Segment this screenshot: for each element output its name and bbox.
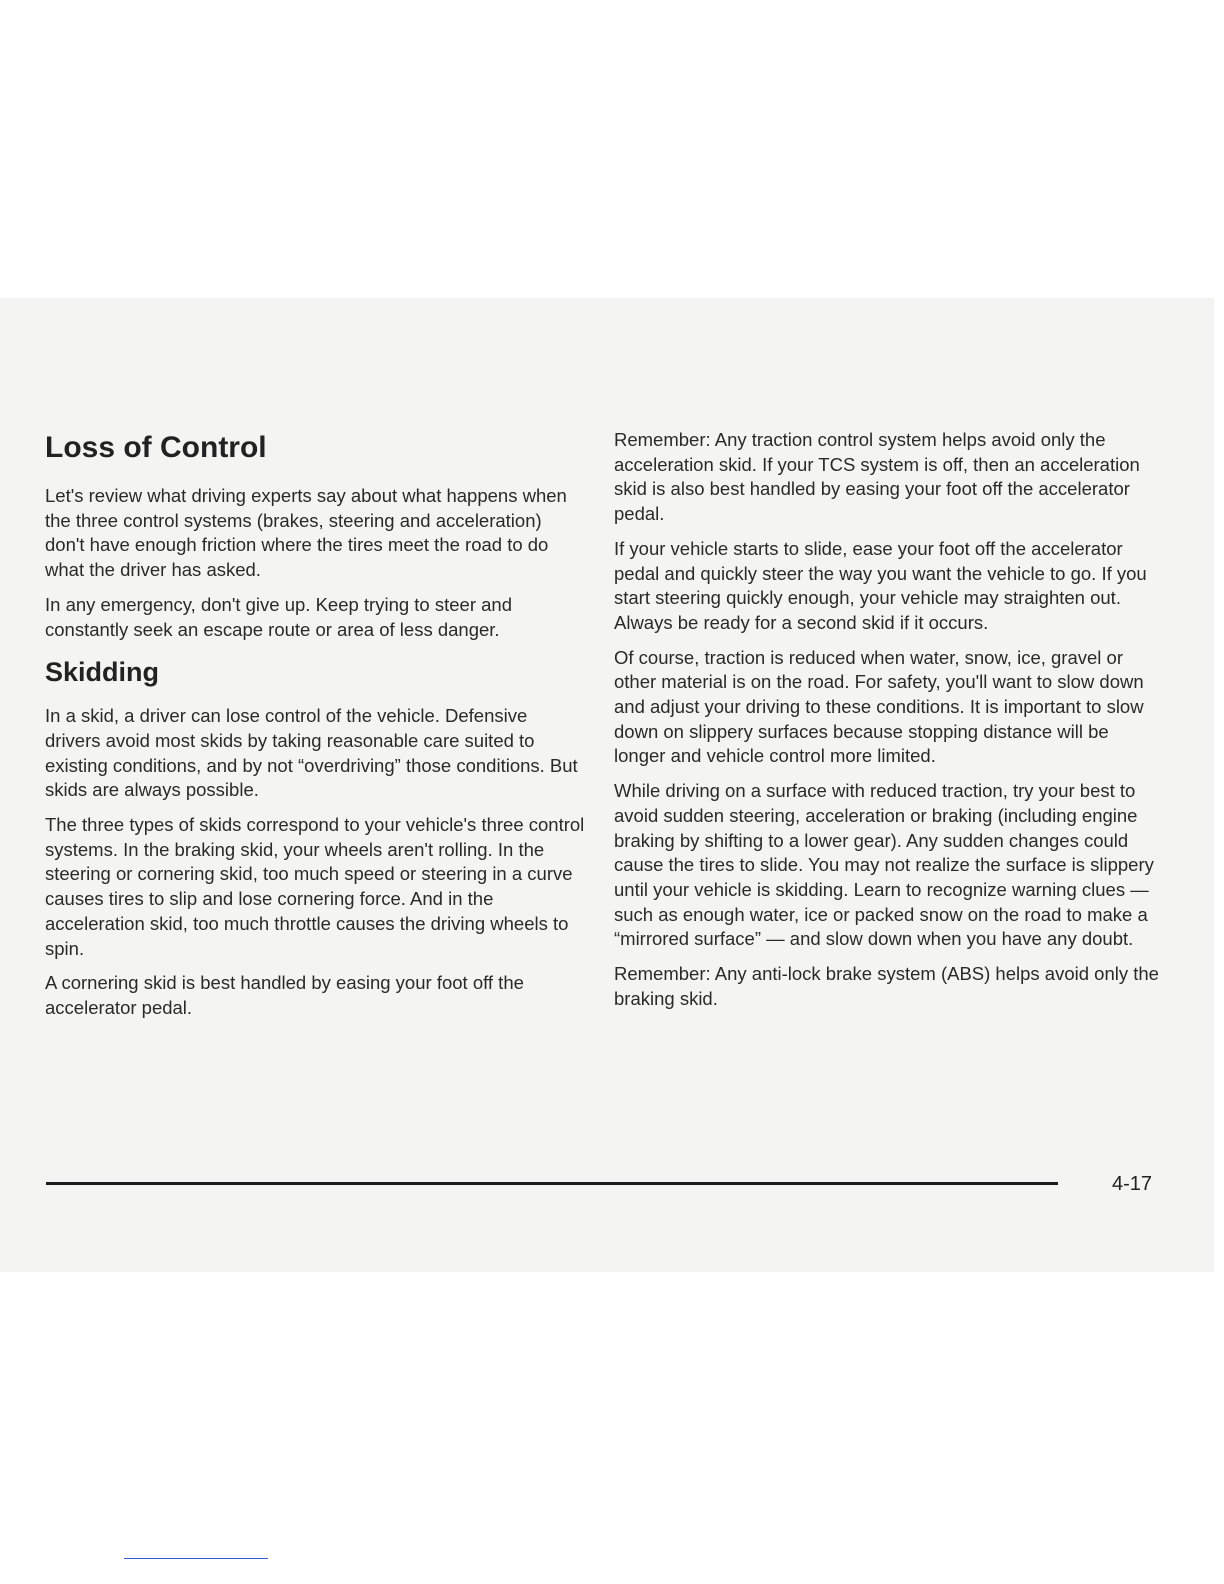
paragraph-emergency: In any emergency, don't give up. Keep trying to steer and constantly seek an escape route or area of less danger.: [45, 593, 512, 640]
paragraph-vehicle-slide: If your vehicle starts to slide, ease your foot off the accelerator pedal and quickly steer the way you want the vehicle to go. If you start steering quickly enough, your vehicle may straighten out. Always be ready for a second skid if it occurs.: [614, 537, 1147, 633]
heading-loss-of-control: Loss of Control: [45, 431, 267, 464]
paragraph-review: Let's review what driving experts say about what happens when the three control systems (brakes, steering and acceleration) don't have enough friction where the tires meet the road to do what the driver has asked.: [45, 485, 567, 581]
paragraph-traction-control: Remember: Any traction control system helps avoid only the acceleration skid. If your TCS system is off, then an acceleration skid is also best handled by easing your foot off the accelerator pedal.: [614, 429, 1140, 525]
paragraph-abs: Remember: Any anti-lock brake system (ABS) helps avoid only the braking skid.: [614, 963, 1159, 1009]
paragraph-cornering-skid: A cornering skid is best handled by easing your foot off the accelerator pedal.: [45, 972, 524, 1018]
heading-skidding: Skidding: [45, 657, 159, 688]
paragraph-skid-intro: In a skid, a driver can lose control of the vehicle. Defensive drivers avoid most skids by taking reasonable care suited to existing conditions, and by not “overdriving” those conditions. But skids are always possible.: [45, 705, 578, 801]
right-column: [614, 428, 1159, 1021]
page-number: 4-17: [1112, 1173, 1153, 1195]
footer-rule: [46, 1182, 1058, 1185]
paragraph-avoid-sudden: While driving on a surface with reduced traction, try your best to avoid sudden steering, acceleration or braking (including engine braking by shifting to a lower gear). Any sudden changes could cause the tires to slide. You may not realize the surface is slippery until your vehicle is skidding. Learn to recognize warning clues — such as enough water, ice or packed snow on the road to make a “mirrored surface” — and slow down when you have any doubt.: [614, 780, 1154, 950]
bottom-link-underline: [124, 1558, 268, 1559]
paragraph-skid-types: The three types of skids correspond to your vehicle's three control systems. In the braking skid, your wheels aren't rolling. In the steering or cornering skid, too much speed or steering in a curve causes tires to slip and lose cornering force. And in the acceleration skid, too much throttle causes the driving wheels to spin.: [45, 814, 585, 959]
left-column: [45, 426, 585, 1031]
paragraph-reduced-traction: Of course, traction is reduced when water, snow, ice, gravel or other material is on the road. For safety, you'll want to slow down and adjust your driving to these conditions. It is important to slow down on slippery surfaces because stopping distance will be longer and vehicle control more limited.: [614, 646, 1144, 767]
